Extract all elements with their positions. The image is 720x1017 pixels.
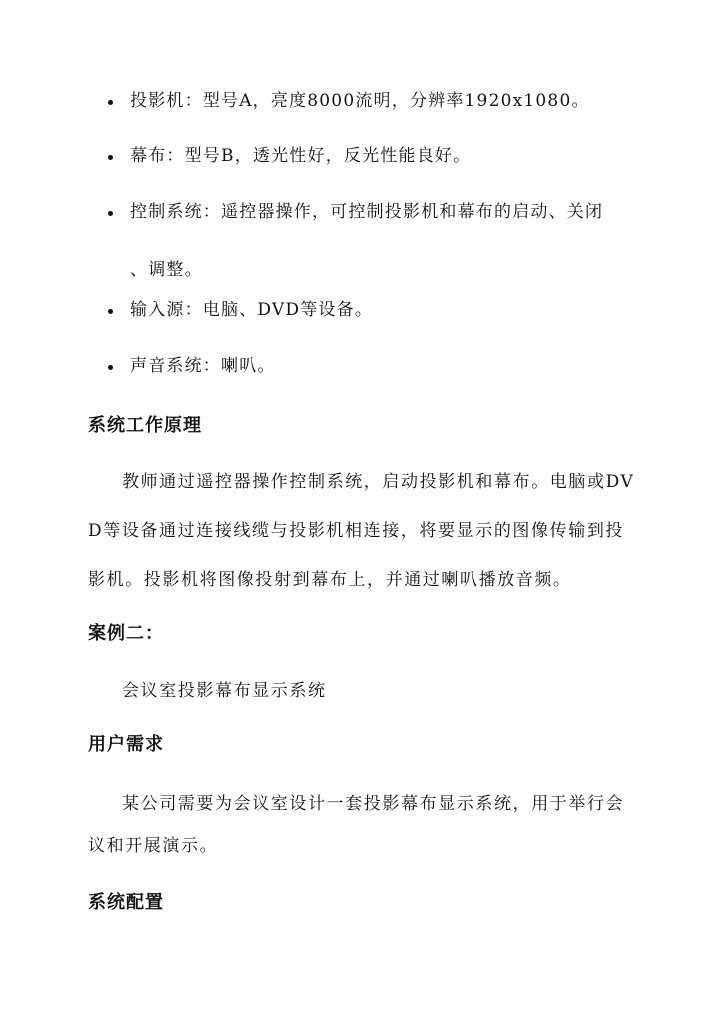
paragraph-line: 议和开展演示。 bbox=[88, 836, 219, 856]
section-heading-config: 系统配置 bbox=[88, 892, 164, 913]
bullet-icon bbox=[108, 365, 113, 370]
paragraph-line: 教师通过遥控器操作控制系统，启动投影机和幕布。电脑或DV bbox=[122, 472, 635, 492]
case-subtitle: 会议室投影幕布显示系统 bbox=[122, 681, 327, 701]
section-heading-requirements: 用户需求 bbox=[88, 734, 164, 755]
list-item-text: 投影机：型号A，亮度8000流明，分辨率1920x1080。 bbox=[130, 91, 590, 111]
list-item-text: 声音系统：喇叭。 bbox=[130, 356, 276, 376]
list-item-text: 幕布：型号B，透光性好，反光性能良好。 bbox=[130, 146, 472, 166]
section-heading-principle: 系统工作原理 bbox=[88, 415, 202, 436]
list-item-text: 控制系统：遥控器操作，可控制投影机和幕布的启动、关闭 bbox=[130, 202, 604, 222]
list-item-text-continued: 、调整。 bbox=[130, 260, 203, 280]
bullet-icon bbox=[108, 309, 113, 314]
bullet-icon bbox=[108, 155, 113, 160]
bullet-icon bbox=[108, 100, 113, 105]
section-heading-case-two: 案例二： bbox=[88, 623, 164, 644]
paragraph-line: D等设备通过连接线缆与投影机相连接，将要显示的图像传输到投 bbox=[88, 521, 625, 541]
bullet-icon bbox=[108, 211, 113, 216]
paragraph-line: 影机。投影机将图像投射到幕布上，并通过喇叭播放音频。 bbox=[88, 570, 572, 590]
paragraph-line: 某公司需要为会议室设计一套投影幕布显示系统，用于举行会 bbox=[122, 794, 625, 814]
list-item-text: 输入源：电脑、DVD等设备。 bbox=[130, 300, 374, 320]
